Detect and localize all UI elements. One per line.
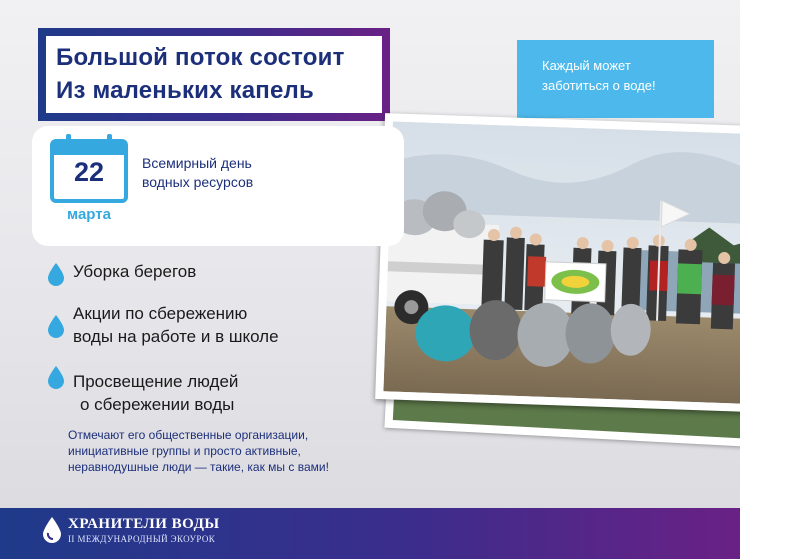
calendar-ring-right [107, 134, 112, 148]
tip-box [517, 40, 714, 118]
event-name-line-1: Всемирный день [142, 155, 252, 171]
bullet-3-line-1: Просвещение людей [73, 372, 239, 391]
calendar-icon [50, 139, 128, 203]
footer-title: ХРАНИТЕЛИ ВОДЫ [68, 516, 220, 532]
note-line-1: Отмечают его общественные организации, [68, 428, 309, 442]
footer-subtitle: II МЕЖДУНАРОДНЫЙ ЭКОУРОК [68, 534, 216, 544]
event-month: марта [67, 206, 111, 223]
bullet-3-line-2: о сбережении воды [80, 395, 235, 414]
water-drop-icon [47, 314, 65, 338]
water-drop-icon [47, 262, 65, 286]
note-line-2: инициативные группы и просто активные, [68, 444, 301, 458]
bullet-2-line-1: Акции по сбережению [73, 304, 248, 323]
tip-line-2: заботиться о воде! [542, 78, 656, 93]
bullet-1-line-1: Уборка берегов [73, 262, 197, 281]
title-banner-inner [46, 36, 382, 113]
note-line-3: неравнодушные люди — такие, как мы с вами! [68, 460, 329, 474]
cleanup-photo [375, 113, 740, 413]
title-line-1: Большой поток состоит [56, 44, 345, 71]
calendar-ring-left [66, 134, 71, 148]
tip-line-1: Каждый может [542, 58, 631, 73]
calendar-header-bar [54, 143, 124, 155]
bullet-2-line-2: воды на работе и в школе [73, 327, 279, 346]
event-day: 22 [73, 157, 105, 187]
title-banner [38, 28, 390, 121]
event-name-line-2: водных ресурсов [142, 174, 254, 190]
footer-logo-drop-icon [42, 516, 62, 544]
cleanup-photo-image [383, 121, 740, 404]
title-line-2: Из маленьких капель [56, 77, 314, 104]
water-drop-icon [47, 365, 65, 389]
